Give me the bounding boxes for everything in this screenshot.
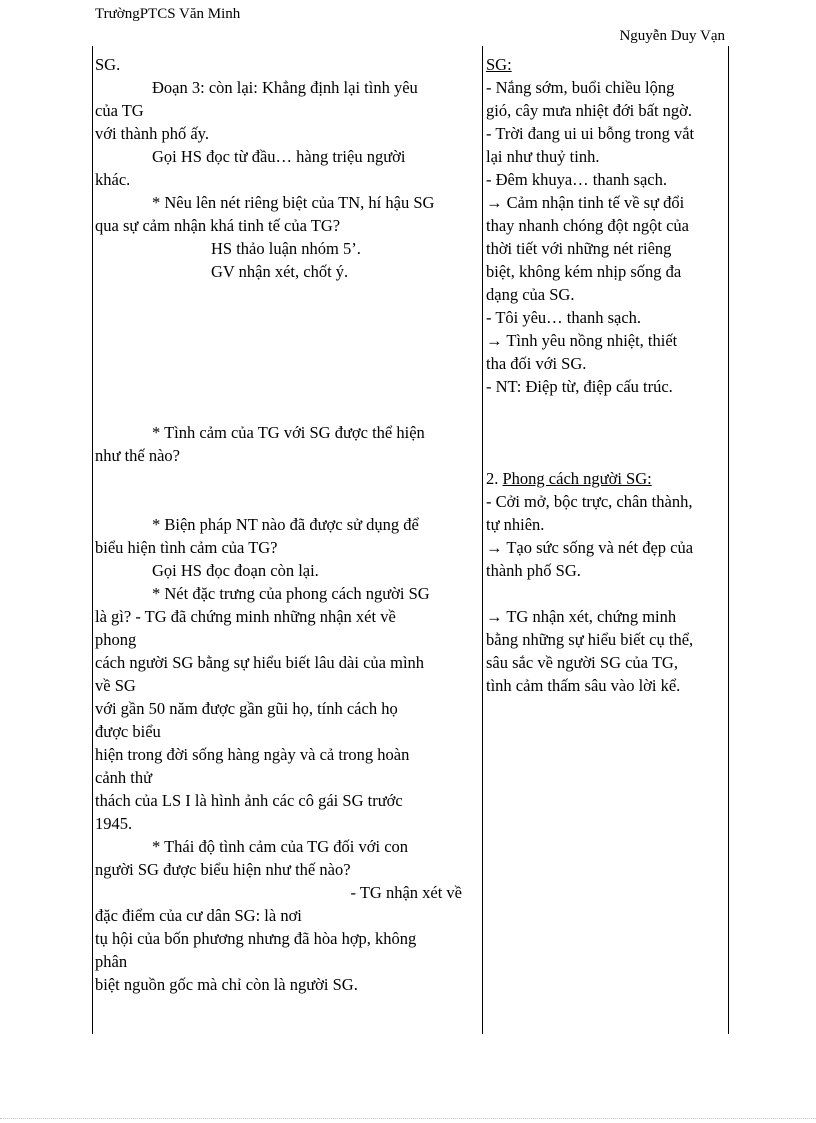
text-line: bằng những sự hiểu biết cụ thể, — [486, 630, 694, 649]
text-line: - Nắng sớm, buổi chiều lộng — [486, 78, 675, 97]
section-number: 2. — [486, 469, 503, 488]
text-line: * Nét đặc trưng của phong cách người SG — [152, 584, 430, 603]
text-line: phong — [95, 630, 137, 649]
column-divider — [482, 46, 483, 1034]
text-line: 1945. — [95, 814, 133, 833]
text-line: cảnh thử — [95, 768, 153, 787]
text-line: biểu hiện tình cảm của TG? — [95, 538, 278, 557]
text-line: thay nhanh chóng đột ngột của — [486, 216, 689, 235]
text-line: Đoạn 3: còn lại: Khẳng định lại tình yêu — [152, 78, 418, 97]
right-border — [728, 46, 729, 1034]
text-line: → Tạo sức sống và nét đẹp của — [486, 538, 694, 557]
text-line: biệt nguồn gốc mà chỉ còn là người SG. — [95, 975, 358, 994]
text-line: tình cảm thấm sâu vào lời kể. — [486, 676, 681, 695]
text-line: HS thảo luận nhóm 5’. — [211, 239, 361, 258]
text-line: tự nhiên. — [486, 515, 545, 534]
text-line: tha đối với SG. — [486, 354, 587, 373]
text-line: biệt, không kém nhịp sống đa — [486, 262, 682, 281]
text-line: phân — [95, 952, 128, 971]
section-title: Phong cách người SG: — [502, 469, 652, 488]
text-line: → Tình yêu nồng nhiệt, thiết — [486, 331, 678, 350]
text-line: qua sự cảm nhận khá tinh tế của TG? — [95, 216, 341, 235]
text-line: lại như thuỷ tinh. — [486, 147, 600, 166]
text-line: hiện trong đời sống hàng ngày và cả trong hoàn — [95, 745, 410, 764]
text-line: thành phố SG. — [486, 561, 581, 580]
text-line: của TG — [95, 101, 144, 120]
text-line: - Cởi mở, bộc trực, chân thành, — [486, 492, 693, 511]
header-school: TrườngPTCS Văn Minh — [95, 6, 241, 22]
text-line: - Tôi yêu… thanh sạch. — [486, 308, 642, 327]
text-line: * Thái độ tình cảm của TG đối với con — [152, 837, 409, 856]
text-line: về SG — [95, 676, 136, 695]
text-line: - NT: Điệp từ, điệp cấu trúc. — [486, 377, 673, 396]
text-line: người SG được biểu hiện như thế nào? — [95, 860, 351, 879]
text-line: là gì? - TG đã chứng minh những nhận xét về — [95, 607, 396, 626]
text-line: SG. — [95, 55, 121, 74]
page-bottom-edge — [0, 1118, 816, 1119]
text-line: cách người SG bằng sự hiểu biết lâu dài của mình — [95, 653, 425, 672]
text-line: - Trời đang ui ui bỗng trong vắt — [486, 124, 695, 143]
text-line: * Biện pháp NT nào đã được sử dụng để — [152, 515, 419, 534]
text-line: thời tiết với những nét riêng — [486, 239, 672, 258]
text-line: với thành phố ấy. — [95, 124, 209, 143]
text-line: Gọi HS đọc đoạn còn lại. — [152, 561, 319, 580]
text-line: gió, cây mưa nhiệt đới bất ngờ. — [486, 101, 693, 120]
text-line: * Tình cảm của TG với SG được thể hiện — [152, 423, 425, 442]
text-line: sâu sắc về người SG của TG, — [486, 653, 678, 672]
text-line: - TG nhận xét về — [350, 883, 462, 902]
text-line: dạng của SG. — [486, 285, 575, 304]
section-heading — [486, 467, 726, 490]
text-line: - Đêm khuya… thanh sạch. — [486, 170, 667, 189]
left-border — [92, 46, 93, 1034]
text-line: được biểu — [95, 722, 161, 741]
text-line: → Cảm nhận tinh tế về sự đổi — [486, 193, 685, 212]
text-line: với gần 50 năm được gần gũi họ, tính cách họ — [95, 699, 398, 718]
header-author: Nguyễn Duy Vạn — [619, 28, 725, 44]
text-line: GV nhận xét, chốt ý. — [211, 262, 349, 281]
text-line: * Nêu lên nét riêng biệt của TN, hí hậu SG — [152, 193, 435, 212]
text-line: như thế nào? — [95, 446, 180, 465]
text-line: tụ hội của bốn phương nhưng đã hòa hợp, không — [95, 929, 417, 948]
text-line: khác. — [95, 170, 131, 189]
text-line: đặc điểm của cư dân SG: là nơi — [95, 906, 302, 925]
text-line: Gọi HS đọc từ đầu… hàng triệu người — [152, 147, 406, 166]
text-line: → TG nhận xét, chứng minh — [486, 607, 677, 626]
right-column — [486, 53, 726, 697]
section-heading: SG: — [486, 55, 512, 74]
text-line: thách của LS I là hình ảnh các cô gái SG trước — [95, 791, 403, 810]
left-column — [95, 53, 480, 996]
